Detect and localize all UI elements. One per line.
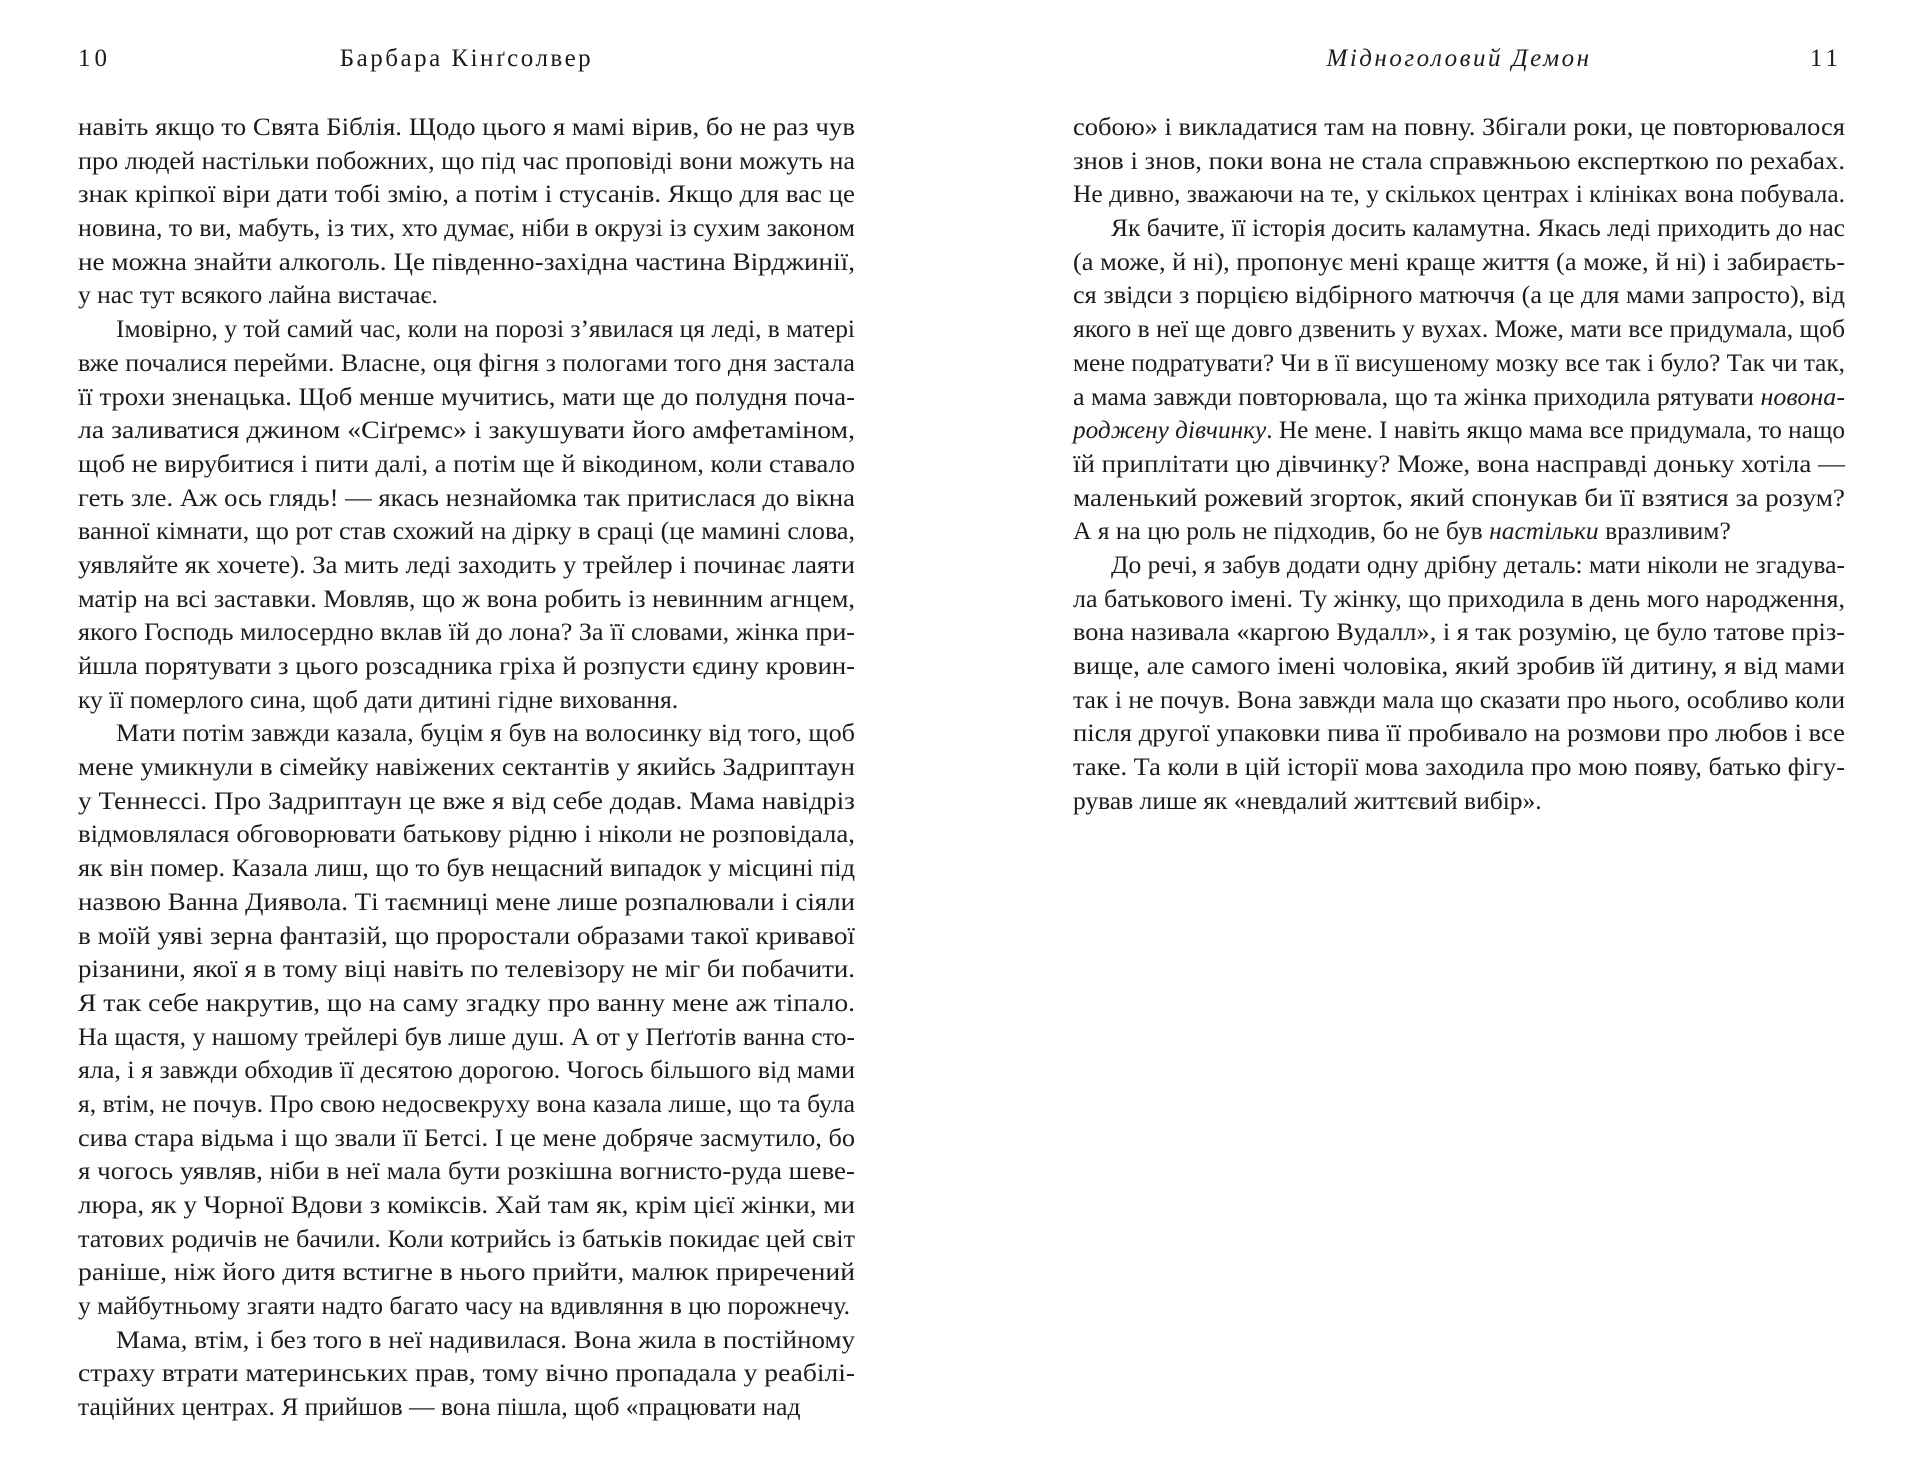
text-line bbox=[1073, 211, 1845, 245]
text-segment: вище, але самого імені чоловіка, який зробив їй дитину, я від мами bbox=[1073, 651, 1845, 680]
text-line bbox=[1073, 548, 1845, 582]
text-line bbox=[78, 211, 855, 245]
text-line bbox=[78, 413, 855, 447]
text-line bbox=[1073, 346, 1845, 380]
text-segment: знов і знов, поки вона не стала справжньою експерткою по рехабах. bbox=[1073, 145, 1845, 175]
text-segment: ся звідси з порцією відбірного матюччя (а це для мами запросто), від bbox=[1073, 280, 1845, 310]
text-line bbox=[1073, 582, 1845, 616]
text-segment: відмовлялася обговорювати батькову рідню і ніколи не розповідала, bbox=[78, 819, 855, 849]
text-segment: у нас тут всякого лайна вистачає. bbox=[78, 280, 438, 310]
text-line bbox=[78, 1356, 855, 1390]
text-segment: а мама завжди повторювала, що та жінка приходила рятувати bbox=[1073, 381, 1761, 411]
text-segment: сива стара відьма і що звали її Бетсі. І це мене добряче засмутило, бо bbox=[78, 1122, 855, 1152]
text-segment: До речі, я забув додати одну дрібну деталь: мати ніколи не згадува- bbox=[1111, 549, 1845, 579]
text-line bbox=[78, 1154, 855, 1188]
text-line bbox=[78, 481, 855, 515]
text-segment: так і не почув. Вона завжди мала що сказати про нього, особливо коли bbox=[1073, 684, 1845, 714]
text-segment: вона називала «каргою Вудалл», і я так розумію, це було татове пріз- bbox=[1073, 617, 1845, 647]
text-segment-italic: роджену дівчинку bbox=[1073, 415, 1267, 445]
text-segment: якого в неї ще довго дзвенить у вухах. Може, мати все придумала, щоб bbox=[1073, 314, 1845, 344]
text-line bbox=[1073, 447, 1845, 481]
text-segment: яла, і я завжди обходив її десятою дорогою. Чогось більшого від мами bbox=[78, 1055, 855, 1085]
text-line bbox=[78, 750, 855, 784]
text-line bbox=[1073, 514, 1845, 548]
text-line bbox=[78, 582, 855, 616]
text-line bbox=[1073, 110, 1845, 144]
text-segment: вже почалися перейми. Власне, оця фігня з пологами того дня застала bbox=[78, 347, 855, 377]
text-segment: мене умикнули в сімейку навіжених сектантів у якийсь Задриптаун bbox=[78, 752, 855, 782]
text-segment: Мама, втім, і без того в неї надивилася. Вона жила в постійному bbox=[116, 1324, 855, 1354]
text-line bbox=[1073, 784, 1845, 818]
text-line bbox=[1073, 278, 1845, 312]
text-line bbox=[78, 683, 855, 717]
page-body-right bbox=[1073, 110, 1845, 817]
text-segment: ку її померлого сина, щоб дати дитині гідне виховання. bbox=[78, 684, 679, 714]
text-segment: ванної кімнати, що рот став схожий на дірку в сраці (це мамині слова, bbox=[78, 516, 855, 546]
text-segment: її трохи зненацька. Щоб менше мучитись, мати ще до полудня поча- bbox=[78, 381, 855, 411]
text-segment-italic: настільки bbox=[1489, 516, 1599, 546]
text-line bbox=[1073, 177, 1845, 211]
text-segment: їй приплітати цю дівчинку? Може, вона насправді доньку хотіла — bbox=[1073, 448, 1845, 478]
text-segment: Мати потім завжди казала, буцім я був на волосинку від того, щоб bbox=[116, 718, 855, 748]
text-segment: різанини, якої я в тому віці навіть по телевізору не міг би побачити. bbox=[78, 954, 855, 984]
text-line bbox=[78, 1020, 855, 1054]
text-line bbox=[78, 144, 855, 178]
text-line bbox=[78, 447, 855, 481]
text-segment: ла батькового імені. Ту жінку, що приходила в день мого народження, bbox=[1073, 583, 1845, 613]
page-body-left bbox=[78, 110, 855, 1424]
text-segment: матір на всі заставки. Мовляв, що ж вона робить із невинним агнцем, bbox=[78, 583, 856, 613]
text-segment: страху втрати материнських прав, тому вічно пропадала у реабілі- bbox=[78, 1358, 855, 1388]
text-line bbox=[1073, 380, 1845, 414]
text-line bbox=[78, 885, 855, 919]
text-line bbox=[78, 1222, 855, 1256]
text-segment: якого Господь милосердно вклав їй до лона? За її словами, жінка при- bbox=[78, 617, 855, 647]
text-line bbox=[78, 1121, 855, 1155]
running-header-title: Мідноголовий Демон bbox=[1326, 45, 1592, 72]
text-line bbox=[78, 346, 855, 380]
text-segment: люра, як у Чорної Вдови з коміксів. Хай там як, крім цієї жінки, ми bbox=[78, 1190, 855, 1219]
text-segment: новина, то ви, мабуть, із тих, хто думає, ніби в окрузі із сухим законом bbox=[78, 213, 855, 243]
text-segment: собою» і викладатися там на повну. Збігали роки, це повторювалося bbox=[1073, 112, 1845, 141]
text-segment: маленький рожевий згорток, який спонукав би її взятися за розум? bbox=[1073, 482, 1845, 512]
text-segment: в моїй уяві зерна фантазій, що проростали образами такої кривавої bbox=[78, 920, 855, 950]
text-line bbox=[78, 548, 855, 582]
text-segment: мене подратувати? Чи в її висушеному мозку все так і було? Так чи так, bbox=[1073, 347, 1845, 377]
text-segment: назвою Ванна Диявола. Ті таємниці мене лише розпалювали і сіяли bbox=[78, 886, 855, 916]
text-line bbox=[1073, 245, 1845, 279]
text-segment: таційних центрах. Я прийшов — вона пішла, щоб «працювати над bbox=[78, 1392, 801, 1422]
text-line bbox=[78, 1390, 855, 1424]
text-line bbox=[78, 380, 855, 414]
text-segment: (а може, й ні), пропонує мені краще життя (а може, й ні) і забираєть- bbox=[1073, 246, 1845, 276]
text-line bbox=[78, 716, 855, 750]
text-line bbox=[1073, 615, 1845, 649]
text-line bbox=[1073, 481, 1845, 515]
text-segment: . Не мене. І навіть якщо мама все придумала, то нащо bbox=[1266, 415, 1845, 445]
running-header-author: Барбара Кінґсолвер bbox=[339, 45, 594, 72]
text-segment: знак кріпкої віри дати тобі змію, а потім і стусанів. Якщо для вас це bbox=[78, 179, 855, 209]
text-segment: таке. Та коли в цій історії мова заходила про мою появу, батько фігу- bbox=[1073, 752, 1845, 782]
text-line bbox=[78, 817, 855, 851]
text-line bbox=[1073, 312, 1845, 346]
text-segment: Імовірно, у той самий час, коли на порозі з’явилася ця леді, в матері bbox=[116, 314, 855, 344]
text-segment: рував лише як «невдалий життєвий вибір». bbox=[1073, 785, 1542, 815]
text-line bbox=[78, 649, 855, 683]
text-segment: у майбутньому згаяти надто багато часу на вдивляння в цю порожнечу. bbox=[78, 1291, 850, 1321]
text-line bbox=[78, 177, 855, 211]
text-line bbox=[78, 615, 855, 649]
text-segment: вразливим? bbox=[1598, 516, 1731, 546]
text-line bbox=[1073, 144, 1845, 178]
text-segment: я, втім, не почув. Про свою недосвекруху вона казала лише, що та була bbox=[78, 1088, 855, 1118]
text-segment: А я на цю роль не підходив, бо не був bbox=[1073, 516, 1490, 546]
text-line bbox=[78, 851, 855, 885]
text-segment: не можна знайти алкоголь. Це південно-західна частина Вірджинії, bbox=[78, 246, 855, 276]
text-segment: після другої упаковки пива її пробивало на розмови про любов і все bbox=[1073, 718, 1845, 748]
text-line bbox=[78, 1289, 855, 1323]
text-line bbox=[78, 110, 855, 144]
page-number-right: 11 bbox=[1809, 45, 1842, 72]
text-line bbox=[78, 1323, 855, 1357]
text-line bbox=[78, 952, 855, 986]
text-line bbox=[78, 1255, 855, 1289]
text-segment: йшла порятувати з цього розсадника гріха й розпусти єдину кровин- bbox=[78, 651, 855, 680]
text-segment: уявляйте як хочете). За мить леді заходить у трейлер і починає лаяти bbox=[78, 549, 855, 579]
text-segment: Як бачите, її історія досить каламутна. Якась леді приходить до нас bbox=[1111, 213, 1845, 243]
text-segment-italic: новона- bbox=[1760, 381, 1845, 411]
text-line bbox=[78, 245, 855, 279]
text-line bbox=[1073, 750, 1845, 784]
text-line bbox=[78, 1188, 855, 1222]
text-line bbox=[78, 919, 855, 953]
text-segment: я чогось уявляв, ніби в неї мала бути розкішна вогнисто-руда шеве- bbox=[78, 1156, 856, 1186]
text-segment: як він помер. Казала лиш, що то був нещасний випадок у місцині під bbox=[78, 853, 856, 883]
text-segment: Я так себе накрутив, що на саму згадку про ванну мене аж тіпало. bbox=[78, 987, 855, 1017]
page-number-left: 10 bbox=[78, 45, 111, 72]
text-segment: про людей настільки побожних, що під час проповіді вони можуть на bbox=[78, 145, 856, 175]
text-segment: татових родичів не бачили. Коли котрийсь із батьків покидає цей світ bbox=[78, 1223, 855, 1253]
text-line bbox=[78, 514, 855, 548]
text-line bbox=[78, 986, 855, 1020]
text-line bbox=[78, 312, 855, 346]
text-segment: ла заливатися джином «Сіґремс» і закушувати його амфетаміном, bbox=[78, 415, 855, 445]
text-segment: На щастя, у нашому трейлері був лише душ. А от у Пеґґотів ванна сто- bbox=[78, 1021, 855, 1051]
text-line bbox=[1073, 683, 1845, 717]
text-line bbox=[78, 1053, 855, 1087]
text-line bbox=[78, 784, 855, 818]
text-line bbox=[1073, 716, 1845, 750]
text-segment: у Теннессі. Про Задриптаун це вже я від себе додав. Мама навідріз bbox=[78, 785, 855, 815]
text-line bbox=[1073, 413, 1845, 447]
text-segment: щоб не вирубитися і пити далі, а потім ще й вікодином, коли ставало bbox=[78, 448, 855, 478]
text-line bbox=[78, 1087, 855, 1121]
text-segment: навіть якщо то Свята Біблія. Щодо цього я мамі вірив, бо не раз чув bbox=[78, 112, 855, 141]
text-line bbox=[78, 278, 855, 312]
text-segment: геть зле. Аж ось глядь! — якась незнайомка так притислася до вікна bbox=[78, 482, 855, 512]
text-segment: раніше, ніж його дитя встигне в нього прийти, малюк приречений bbox=[78, 1257, 855, 1287]
text-line bbox=[1073, 649, 1845, 683]
text-segment: Не дивно, зважаючи на те, у скількох центрах і клініках вона побувала. bbox=[1073, 179, 1845, 209]
